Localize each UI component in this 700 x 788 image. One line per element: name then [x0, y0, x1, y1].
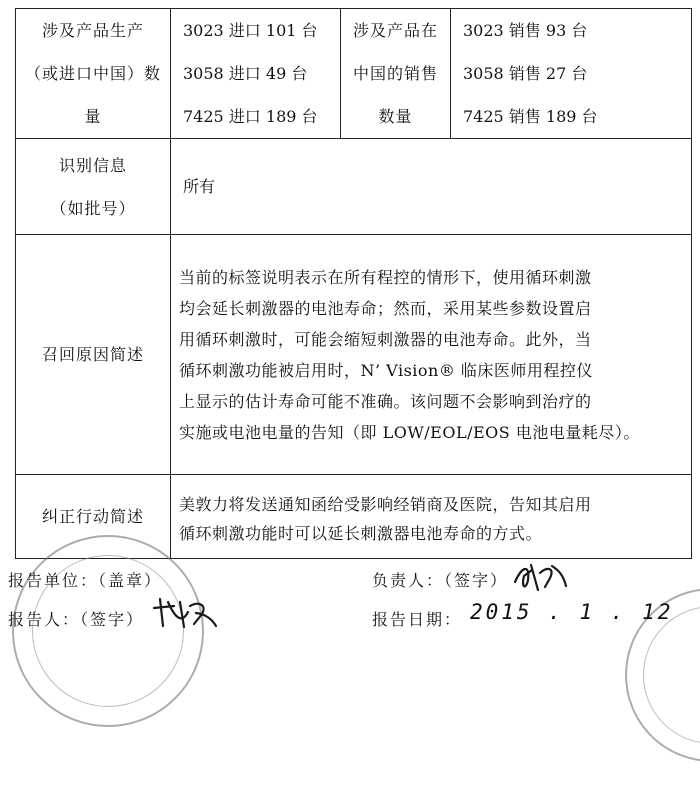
reporter-line: 报告人：（签字） [8, 610, 145, 629]
value-recall-reason [171, 235, 692, 475]
paragraph-line: 用循环刺激时，可能会缩短刺激器的电池寿命。此外，当 [179, 329, 592, 349]
reporting-unit-line: 报告单位：（盖章） [8, 571, 163, 590]
reporter-signature [150, 596, 220, 630]
label-china-sales [341, 9, 451, 139]
label-line: （如批号） [50, 198, 136, 218]
row-identification [16, 139, 692, 235]
paragraph-line: 实施或电池电量的告知（即 LOW/EOL/EOS 电池电量耗尽）。 [179, 422, 640, 442]
report-date-label: 报告日期： [372, 610, 463, 629]
report-date-handwritten: 2015 . 1 . 12 [470, 600, 674, 624]
label-line: 涉及产品在 [352, 21, 438, 40]
paragraph-line: 循环刺激功能被启用时，N’ Vision® 临床医师用程控仪 [179, 360, 593, 380]
import-line-3023: 3023 进口 101 台 [183, 21, 318, 40]
label-corrective-action: 纠正行动简述 [16, 475, 171, 559]
import-line-3058: 3058 进口 49 台 [183, 64, 308, 83]
value-import-quantity [171, 9, 341, 139]
row-product-quantity [16, 9, 692, 139]
label-line: 数量 [378, 107, 413, 126]
row-recall-reason [16, 235, 692, 475]
label-line: 中国的销售 [352, 64, 438, 83]
import-line-7425: 7425 进口 189 台 [183, 107, 318, 126]
paragraph-line: 当前的标签说明表示在所有程控的情形下，使用循环刺激 [179, 267, 592, 287]
value-china-sales [451, 9, 692, 139]
recall-report-table [15, 8, 692, 559]
value-identification: 所有 [171, 139, 692, 235]
sales-line-3058: 3058 销售 27 台 [463, 64, 588, 83]
label-line: 识别信息 [58, 155, 127, 175]
label-line: （或进口中国）数 [24, 64, 161, 83]
responsible-person-signature [512, 560, 570, 596]
responsible-person-line: 负责人：（签字） [372, 571, 509, 590]
label-line: 涉及产品生产 [41, 21, 144, 40]
paragraph-line: 上显示的估计寿命可能不准确。该问题不会影响到治疗的 [179, 391, 592, 411]
paragraph-line: 循环刺激功能时可以延长刺激器电池寿命的方式。 [179, 523, 543, 543]
label-line: 量 [84, 107, 102, 126]
sales-line-7425: 7425 销售 189 台 [463, 107, 598, 126]
label-import-quantity [16, 9, 171, 139]
label-recall-reason: 召回原因简述 [16, 235, 171, 475]
label-identification [16, 139, 171, 235]
sales-line-3023: 3023 销售 93 台 [463, 21, 588, 40]
paragraph-line: 美敦力将发送通知函给受影响经销商及医院，告知其启用 [179, 494, 592, 514]
company-seal-left [12, 535, 204, 727]
value-corrective-action [171, 475, 692, 559]
paragraph-line: 均会延长刺激器的电池寿命；然而，采用某些参数设置启 [179, 298, 592, 318]
